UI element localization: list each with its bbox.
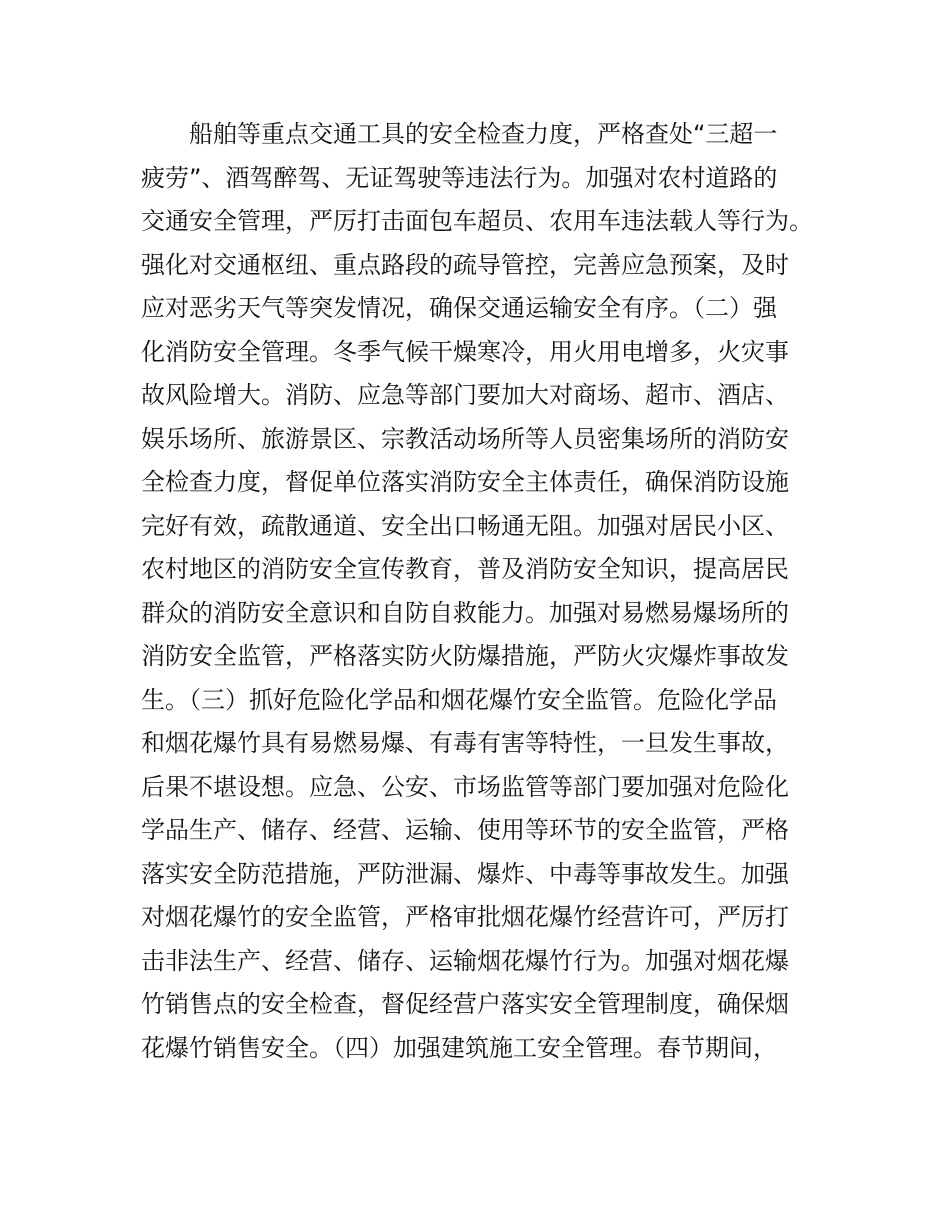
text-line: 后果不堪设想。应急、公安、市场监管等部门要加强对危险化 [141, 772, 789, 801]
text-line: 和烟花爆竹具有易燃易爆、有毒有害等特性，一旦发生事故， [141, 729, 789, 757]
text-line: 生。（三）抓好危险化学品和烟花爆竹安全监管。危险化学品 [141, 685, 777, 714]
text-line: 完好有效，疏散通道、安全出口畅通无阻。加强对居民小区、 [141, 511, 789, 540]
text-line: 娱乐场所、旅游景区、宗教活动场所等人员密集场所的消防安 [141, 424, 789, 453]
text-line: 消防安全监管，严格落实防火防爆措施，严防火灾爆炸事故发 [141, 642, 789, 670]
text-line: 学品生产、储存、经营、运输、使用等环节的安全监管，严格 [141, 816, 789, 844]
text-line: 对烟花爆竹的安全监管，严格审批烟花爆竹经营许可，严厉打 [141, 903, 789, 931]
text-line: 群众的消防安全意识和自防自救能力。加强对易燃易爆场所的 [141, 598, 789, 627]
text-line: 强化对交通枢纽、重点路段的疏导管控，完善应急预案，及时 [141, 250, 789, 279]
text-line: 花爆竹销售安全。（四）加强建筑施工安全管理。春节期间， [141, 1033, 777, 1062]
text-line: 全检查力度，督促单位落实消防安全主体责任，确保消防设施 [141, 468, 789, 496]
text-line: 船舶等重点交通工具的安全检查力度，严格查处“三超一 [189, 120, 778, 148]
text-line: 应对恶劣天气等突发情况，确保交通运输安全有序。（二）强 [141, 294, 777, 322]
text-line: 交通安全管理，严厉打击面包车超员、农用车违法载人等行为。 [141, 207, 813, 235]
text-line: 化消防安全管理。冬季气候干燥寒冷，用火用电增多，火灾事 [141, 337, 789, 366]
text-line: 竹销售点的安全检查，督促经营户落实安全管理制度，确保烟 [141, 990, 789, 1018]
text-line: 故风险增大。消防、应急等部门要加大对商场、超市、酒店、 [141, 381, 789, 409]
text-line: 疲劳”、酒驾醉驾、无证驾驶等违法行为。加强对农村道路的 [141, 163, 778, 192]
text-line: 击非法生产、经营、储存、运输烟花爆竹行为。加强对烟花爆 [141, 946, 789, 975]
text-line: 落实安全防范措施，严防泄漏、爆炸、中毒等事故发生。加强 [141, 859, 789, 888]
text-line: 农村地区的消防安全宣传教育，普及消防安全知识，提高居民 [141, 555, 789, 583]
body-text [141, 113, 831, 1070]
